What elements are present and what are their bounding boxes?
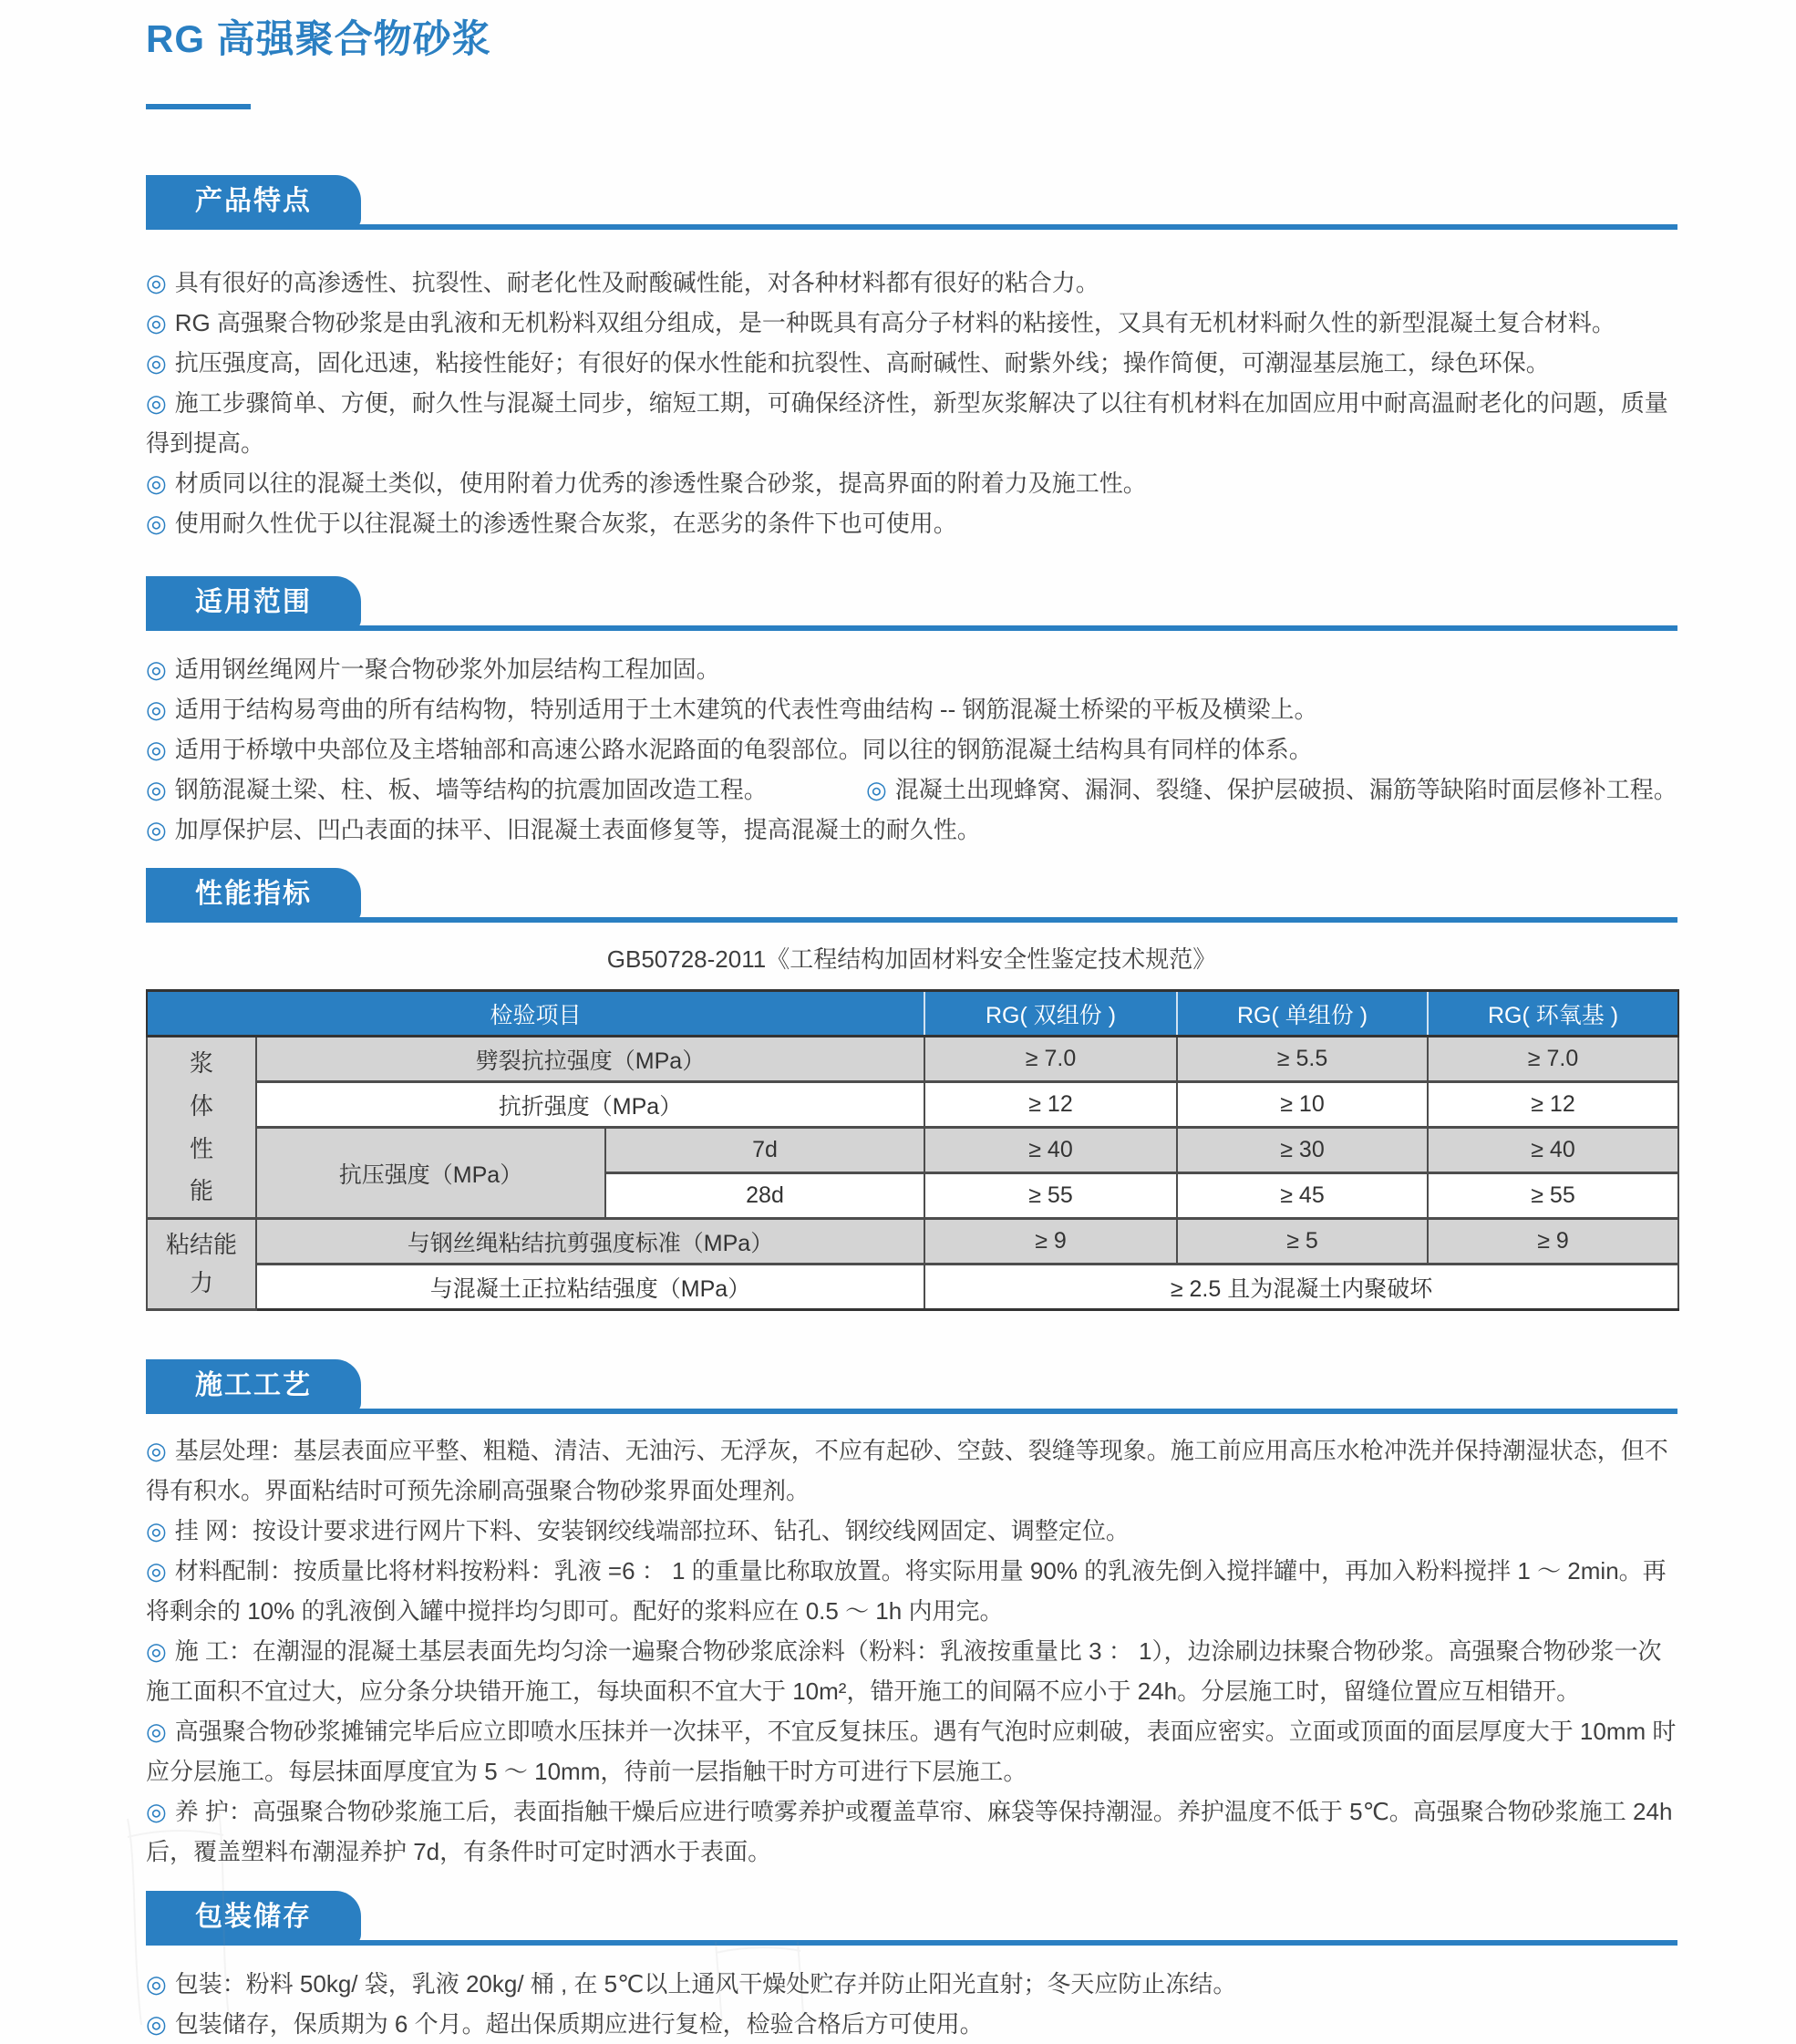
cell-value: ≥ 30 [1177,1128,1428,1173]
cell-value: ≥ 40 [924,1128,1177,1173]
features-list [146,263,1677,543]
section-badge-features: 产品特点 [146,175,361,230]
cell-value: ≥ 55 [924,1173,1177,1219]
cell-value: ≥ 12 [1428,1082,1678,1128]
cell-value: ≥ 5 [1177,1219,1428,1265]
list-item [146,1430,1677,1511]
cell-value: ≥ 5.5 [1177,1037,1428,1082]
document-page [146,0,1677,2044]
bullet-icon: ◎ [146,2010,167,2038]
cell-item: 与钢丝绳粘结抗剪强度标准（MPa） [256,1219,924,1265]
bullet-icon: ◎ [146,389,167,417]
bullet-icon: ◎ [146,1517,167,1544]
table-row [147,1037,1678,1082]
bullet-icon: ◎ [146,349,167,377]
cell-item: 抗折强度（MPa） [256,1082,924,1128]
bullet-icon: ◎ [146,510,167,537]
cell-item: 劈裂抗拉强度（MPa） [256,1037,924,1082]
list-item-text: 高强聚合物砂浆摊铺完毕后应立即喷水压抹并一次抹平，不宜反复抹压。遇有气泡时应刺破，表面应密实。立面或顶面的面层厚度大于 10mm 时应分层施工。每层抹面厚度宜为 5 ～ 10mm，待前一层指触干时方可进行下层施工。 [146,1718,1677,1785]
cell-value: ≥ 9 [1428,1219,1678,1265]
list-item [146,1511,1677,1551]
table-row [147,1082,1678,1128]
list-item-text: 具有很好的高渗透性、抗裂性、耐老化性及耐酸碱性能，对各种材料都有很好的粘合力。 [174,269,1099,296]
column-header-rg2: RG( 双组份 ) [924,991,1177,1037]
cell-value: ≥ 12 [924,1082,1177,1128]
packaging-list [146,1964,1677,2044]
table-row [147,1265,1678,1310]
cell-value-merged: ≥ 2.5 且为混凝土内聚破坏 [924,1265,1678,1310]
list-item [146,1964,1677,2004]
list-item [146,2004,1677,2044]
section-header-packaging [146,1891,1677,1946]
row-group-label-paste: 浆体性能 [147,1037,256,1219]
bullet-icon: ◎ [146,309,167,336]
section-header-performance [146,868,1677,923]
column-header-rge: RG( 环氧基 ) [1428,991,1678,1037]
process-list [146,1430,1677,1872]
list-item [146,689,1677,729]
cell-value: ≥ 10 [1177,1082,1428,1128]
performance-table [146,989,1679,1311]
list-item-text: 混凝土出现蜂窝、漏洞、裂缝、保护层破损、漏筋等缺陷时面层修补工程。 [894,776,1677,803]
table-row [147,1128,1678,1173]
section-header-features [146,175,1677,230]
table-row [147,1219,1678,1265]
list-item [146,343,1677,383]
cell-value: ≥ 7.0 [924,1037,1177,1082]
list-item-text: 养 护：高强聚合物砂浆施工后，表面指触干燥后应进行喷雾养护或覆盖草帘、麻袋等保持潮湿。养护温度不低于 5℃。高强聚合物砂浆施工 24h 后，覆盖塑料布潮湿养护 7d，有条件时可定时洒水于表面。 [146,1798,1673,1865]
section-badge-performance: 性能指标 [146,868,361,923]
table-caption: GB50728-2011《工程结构加固材料安全性鉴定技术规范》 [606,945,1217,973]
list-item-text: 包装：粉料 50kg/ 袋，乳液 20kg/ 桶 , 在 5℃以上通风干燥处贮存并防止阳光直射；冬天应防止冻结。 [174,1970,1237,1998]
list-item-text: RG 高强聚合物砂浆是由乳液和无机粉料双组分组成，是一种既具有高分子材料的粘接性，又具有无机材料耐久性的新型混凝土复合材料。 [174,309,1615,336]
list-item [146,649,1677,689]
cell-value: ≥ 7.0 [1428,1037,1678,1082]
bullet-icon: ◎ [146,470,167,497]
section-badge-scope: 适用范围 [146,576,361,631]
cell-value: ≥ 45 [1177,1173,1428,1219]
bullet-icon: ◎ [146,269,167,296]
list-item [146,1551,1677,1631]
list-item [146,1791,1677,1872]
cell-value: ≥ 40 [1428,1128,1678,1173]
list-item [146,1711,1677,1791]
list-item-text: 钢筋混凝土梁、柱、板、墙等结构的抗震加固改造工程。 [174,776,768,803]
page-title: RG 高强聚合物砂浆 [146,17,491,60]
list-item-text: 使用耐久性优于以往混凝土的渗透性聚合灰浆，在恶劣的条件下也可使用。 [174,510,957,537]
table-header-row [147,991,1678,1037]
cell-item-compressive: 抗压强度（MPa） [256,1128,605,1219]
list-item [146,303,1677,343]
bullet-icon: ◎ [146,656,167,683]
list-item-text: 施 工：在潮湿的混凝土基层表面先均匀涂一遍聚合物砂浆底涂料（粉料：乳液按重量比 3 ： 1），边涂刷边抹聚合物砂浆。高强聚合物砂浆一次施工面积不宜过大，应分条分块错开施工，每块面积不宜大于 10m²，错开施工的间隔不应小于 24h。分层施工时，留缝位置应互相错开。 [146,1637,1662,1705]
section-header-scope [146,576,1677,631]
list-item-text: 适用钢丝绳网片一聚合物砂浆外加层结构工程加固。 [174,656,720,683]
scope-list [146,649,1677,850]
list-item [146,503,1677,543]
section-rule [146,625,1677,631]
row-group-label-bond: 粘结能力 [147,1219,256,1310]
list-item-text: 施工步骤简单、方便，耐久性与混凝土同步，缩短工期，可确保经济性，新型灰浆解决了以往有机材料在加固应用中耐高温耐老化的问题，质量得到提高。 [146,389,1668,457]
cell-item: 与混凝土正拉粘结强度（MPa） [256,1265,924,1310]
cell-period: 7d [605,1128,924,1173]
cell-value: ≥ 55 [1428,1173,1678,1219]
bullet-icon: ◎ [146,736,167,763]
list-item [146,1631,1677,1711]
bullet-icon: ◎ [146,1437,167,1464]
list-item-text: 基层处理：基层表面应平整、粗糙、清洁、无油污、无浮灰，不应有起砂、空鼓、裂缝等现象。施工前应用高压水枪冲洗并保持潮湿状态，但不得有积水。界面粘结时可预先涂刷高强聚合物砂浆界面处理剂。 [146,1437,1668,1504]
bullet-icon: ◎ [146,1637,167,1665]
list-item-text: 材质同以往的混凝土类似，使用附着力优秀的渗透性聚合砂浆，提高界面的附着力及施工性。 [174,470,1147,497]
list-item [146,383,1677,463]
bullet-icon: ◎ [866,776,887,803]
bullet-icon: ◎ [146,1798,167,1825]
cell-period: 28d [605,1173,924,1219]
list-item-text: 加厚保护层、凹凸表面的抹平、旧混凝土表面修复等，提高混凝土的耐久性。 [174,816,981,843]
section-rule [146,224,1677,230]
list-item-text: 抗压强度高，固化迅速，粘接性能好；有很好的保水性能和抗裂性、高耐碱性、耐紫外线；操作简便，可潮湿基层施工，绿色环保。 [174,349,1550,377]
column-header-rg1: RG( 单组份 ) [1177,991,1428,1037]
title-underline [146,104,251,109]
list-item [146,810,1677,850]
bullet-icon: ◎ [146,696,167,723]
bullet-icon: ◎ [146,1970,167,1998]
list-item [146,769,866,810]
section-header-process [146,1359,1677,1414]
bullet-icon: ◎ [146,776,167,803]
list-item-text: 挂 网：按设计要求进行网片下料、安装钢绞线端部拉环、钻孔、钢绞线网固定、调整定位。 [174,1517,1130,1544]
bullet-icon: ◎ [146,1557,167,1585]
list-item [146,463,1677,503]
bullet-icon: ◎ [146,1718,167,1745]
list-item [146,263,1677,303]
list-item-text: 适用于桥墩中央部位及主塔轴部和高速公路水泥路面的龟裂部位。同以往的钢筋混凝土结构具有同样的体系。 [174,736,1313,763]
section-badge-packaging: 包装储存 [146,1891,361,1946]
list-item [146,729,1677,769]
list-item-double [146,769,1677,810]
list-item-text: 适用于结构易弯曲的所有结构物，特别适用于土木建筑的代表性弯曲结构 -- 钢筋混凝土桥梁的平板及横梁上。 [174,696,1318,723]
section-rule [146,1940,1677,1946]
cell-value: ≥ 9 [924,1219,1177,1265]
bullet-icon: ◎ [146,816,167,843]
section-badge-process: 施工工艺 [146,1359,361,1414]
section-rule [146,917,1677,923]
list-item [866,776,1677,803]
list-item-text: 包装储存，保质期为 6 个月。超出保质期应进行复检，检验合格后方可使用。 [174,2010,984,2038]
list-item-text: 材料配制：按质量比将材料按粉料：乳液 =6 ： 1 的重量比称取放置。将实际用量 90% 的乳液先倒入搅拌罐中，再加入粉料搅拌 1 ～ 2min。再将剩余的 10% 的乳液倒入罐中搅拌均匀即可。配好的浆料应在 0.5 ～ 1h 内用完。 [146,1557,1667,1625]
section-rule [146,1409,1677,1414]
column-header-item: 检验项目 [147,991,924,1037]
